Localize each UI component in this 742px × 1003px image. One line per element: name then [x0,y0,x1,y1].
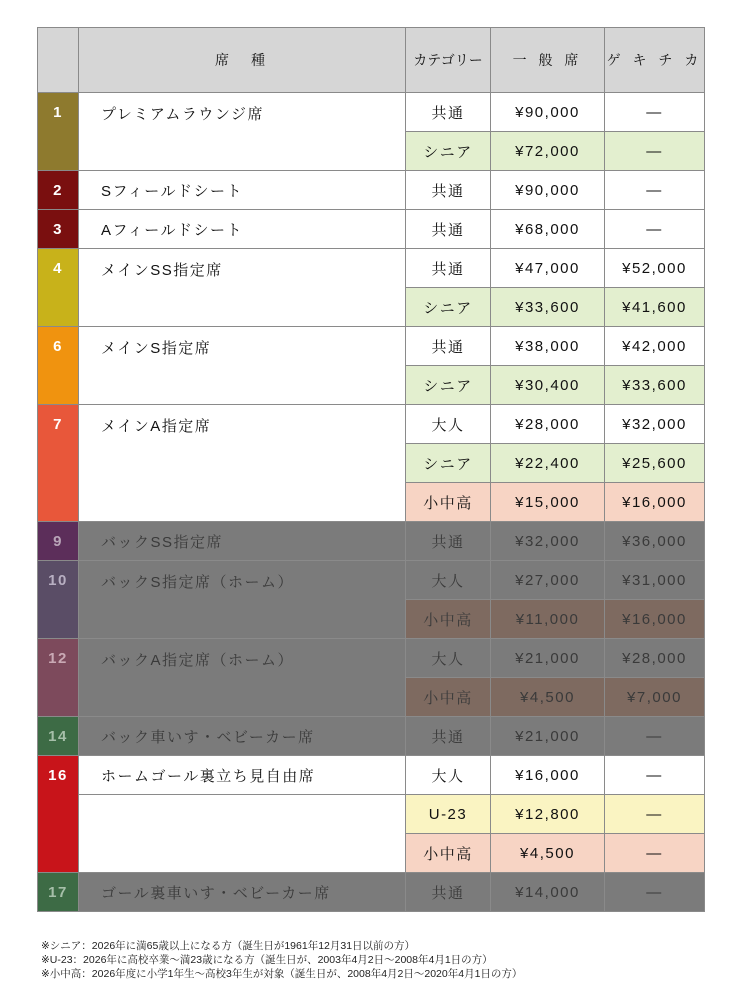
seat-name: バックSS指定席 [79,522,406,561]
gekichika-price: — [605,171,705,210]
category-cell: 大人 [406,639,491,678]
category-cell: シニア [406,288,491,327]
row-number: 4 [38,249,79,327]
general-price: ¥14,000 [491,873,605,912]
category-cell: 共通 [406,249,491,288]
gekichika-price: ¥7,000 [605,678,705,717]
header-num [38,28,79,93]
general-price: ¥47,000 [491,249,605,288]
general-price: ¥4,500 [491,678,605,717]
table-row [38,756,705,795]
note-u23: ※U-23：2026年に高校卒業～満23歳になる方（誕生日が、2003年4月2日～2008年4月1日の方） [41,954,493,966]
gekichika-price: — [605,795,705,834]
general-price: ¥72,000 [491,132,605,171]
seat-name: メインSS指定席 [79,249,406,327]
table-row [38,93,705,132]
gekichika-price: ¥36,000 [605,522,705,561]
general-price: ¥38,000 [491,327,605,366]
general-price: ¥68,000 [491,210,605,249]
general-price: ¥22,400 [491,444,605,483]
gekichika-price: ¥16,000 [605,483,705,522]
gekichika-price: — [605,834,705,873]
gekichika-price: — [605,873,705,912]
gekichika-price: — [605,717,705,756]
seat-name: プレミアムラウンジ席 [79,93,406,171]
seat-name: メインA指定席 [79,405,406,522]
row-number: 6 [38,327,79,405]
gekichika-price: ¥33,600 [605,366,705,405]
general-price: ¥28,000 [491,405,605,444]
gekichika-price: — [605,756,705,795]
category-cell: 大人 [406,756,491,795]
category-cell: 共通 [406,93,491,132]
header-gekichika: ゲ キ チ カ [605,28,705,93]
note-senior: ※シニア：2026年に満65歳以上になる方（誕生日が1961年12月31日以前の方） [41,940,416,952]
general-price: ¥30,400 [491,366,605,405]
row-number: 3 [38,210,79,249]
footnotes [41,939,522,981]
row-number: 14 [38,717,79,756]
seat-name: メインS指定席 [79,327,406,405]
gekichika-price: — [605,132,705,171]
general-price: ¥32,000 [491,522,605,561]
category-cell: 小中高 [406,678,491,717]
category-cell: 小中高 [406,600,491,639]
table-row [38,795,705,834]
category-cell: 共通 [406,873,491,912]
seat-name: バックS指定席（ホーム） [79,561,406,639]
note-youth: ※小中高：2026年度に小学1年生～高校3年生が対象（誕生日が、2008年4月2日～2020年4月1日の方） [41,968,523,980]
gekichika-price: ¥28,000 [605,639,705,678]
table-row [38,873,705,912]
gekichika-price: ¥41,600 [605,288,705,327]
general-price: ¥4,500 [491,834,605,873]
gekichika-price: ¥32,000 [605,405,705,444]
gekichika-price: ¥16,000 [605,600,705,639]
category-cell: シニア [406,444,491,483]
general-price: ¥21,000 [491,717,605,756]
general-price: ¥11,000 [491,600,605,639]
header-row [38,28,705,93]
category-cell: 共通 [406,210,491,249]
table-row [38,210,705,249]
row-number: 1 [38,93,79,171]
table-row [38,405,705,444]
row-number: 7 [38,405,79,522]
table-row [38,327,705,366]
row-number: 12 [38,639,79,717]
seat-name: ホームゴール裏立ち見自由席 [79,756,406,795]
table-row [38,249,705,288]
gekichika-price: ¥42,000 [605,327,705,366]
general-price: ¥15,000 [491,483,605,522]
general-price: ¥90,000 [491,171,605,210]
row-number: 16 [38,756,79,873]
seat-name: Aフィールドシート [79,210,406,249]
row-number: 9 [38,522,79,561]
general-price: ¥21,000 [491,639,605,678]
category-cell: 小中高 [406,483,491,522]
category-cell: 大人 [406,561,491,600]
row-number: 17 [38,873,79,912]
header-category: カテゴリー [406,28,491,93]
general-price: ¥12,800 [491,795,605,834]
header-seat: 席 種 [79,28,406,93]
general-price: ¥33,600 [491,288,605,327]
general-price: ¥90,000 [491,93,605,132]
gekichika-price: ¥25,600 [605,444,705,483]
category-cell: シニア [406,132,491,171]
general-price: ¥16,000 [491,756,605,795]
seat-name: バック車いす・ベビーカー席 [79,717,406,756]
table-row [38,171,705,210]
category-cell: 大人 [406,405,491,444]
price-table [37,27,705,912]
row-number: 10 [38,561,79,639]
seat-name: バックA指定席（ホーム） [79,639,406,717]
category-cell: シニア [406,366,491,405]
seat-name: Sフィールドシート [79,171,406,210]
category-cell: 共通 [406,522,491,561]
table-row [38,717,705,756]
gekichika-price: — [605,210,705,249]
category-cell: 小中高 [406,834,491,873]
header-general: 一 般 席 [491,28,605,93]
category-cell: 共通 [406,171,491,210]
table-row [38,561,705,600]
gekichika-price: ¥31,000 [605,561,705,600]
gekichika-price: ¥52,000 [605,249,705,288]
row-number: 2 [38,171,79,210]
general-price: ¥27,000 [491,561,605,600]
seat-name-empty [79,795,406,873]
gekichika-price: — [605,93,705,132]
category-cell: U-23 [406,795,491,834]
table-row [38,639,705,678]
table-row [38,522,705,561]
category-cell: 共通 [406,717,491,756]
seat-name: ゴール裏車いす・ベビーカー席 [79,873,406,912]
category-cell: 共通 [406,327,491,366]
